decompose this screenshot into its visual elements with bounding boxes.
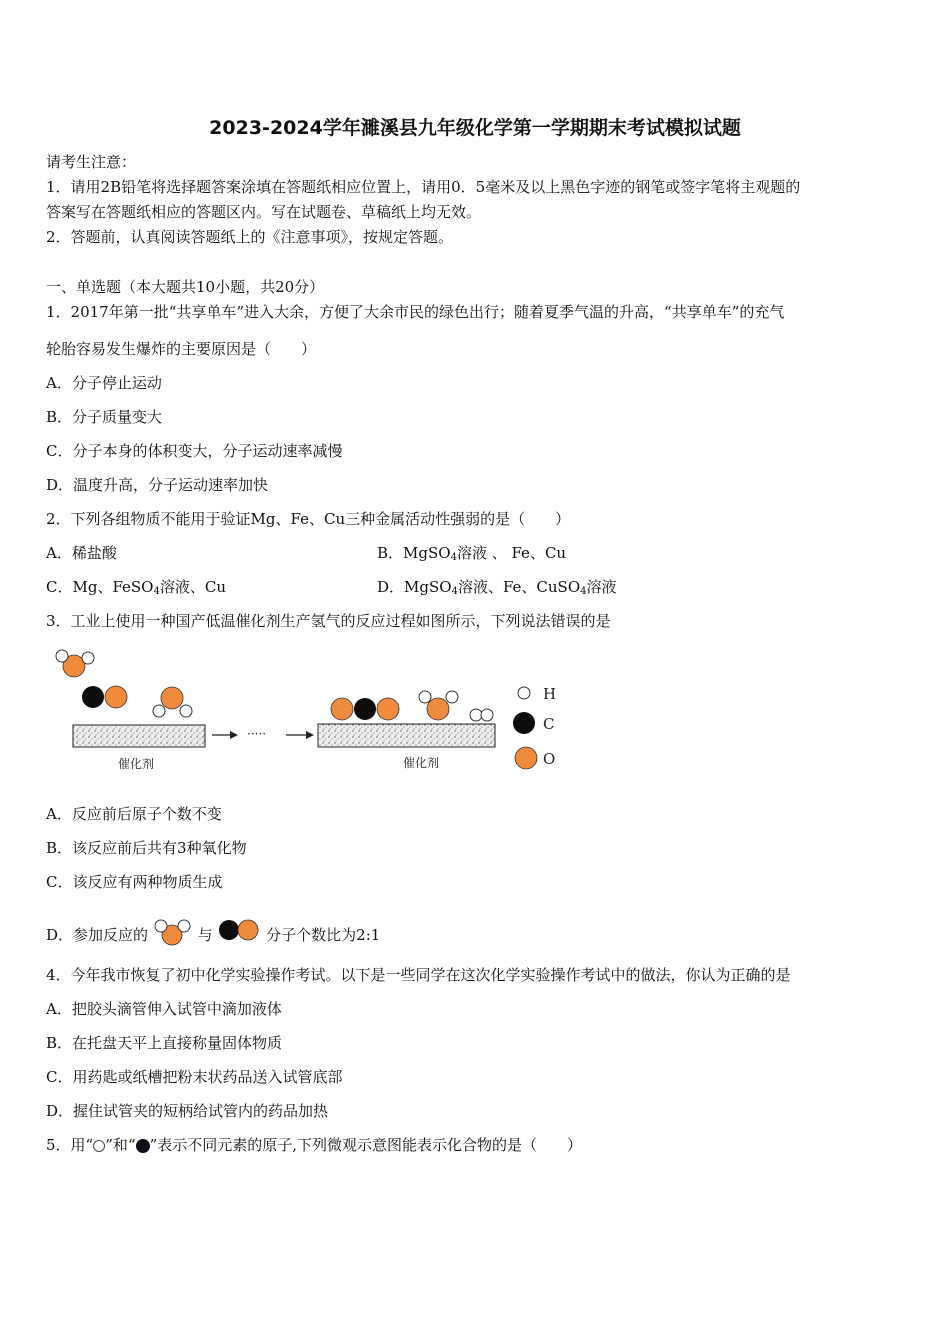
co2-molecule: [331, 698, 399, 720]
page-title: 2023-2024学年濉溪县九年级化学第一学期期末考试模拟试题: [209, 117, 741, 139]
notice-line-2: 答案写在答题纸相应的答题区内。写在试题卷、草稿纸上均无效。: [46, 203, 482, 221]
black-atom-icon: [136, 1139, 150, 1153]
q3-option-d: D．参加反应的 与 分子个数比为2:1: [46, 918, 380, 948]
q1-option-b: B．分子质量变大: [46, 408, 163, 426]
notice-heading: 请考生注意：: [46, 153, 137, 171]
q1-stem-line-1: 1．2017年第一批“共享单车”进入大余，方便了大余市民的绿色出行；随着夏季气温的升高，“共享单车”的充气: [46, 303, 785, 321]
legend-c: C: [543, 715, 555, 733]
q3-reaction-figure: [40, 640, 580, 785]
catalyst-label-right: 催化剂: [403, 756, 440, 770]
water-molecule-right: [419, 691, 458, 720]
q3-option-a: A．反应前后原子个数不变: [46, 805, 222, 823]
catalyst-block-left: [73, 725, 205, 747]
q2-option-d: D．MgSO$_4$溶液、Fe、CuSO$_4$溶液: [377, 578, 617, 597]
q3-option-b: B．该反应前后共有3种氧化物: [46, 839, 247, 857]
q4-option-a: A．把胶头滴管伸入试管中滴加液体: [46, 1000, 282, 1018]
q1-option-c: C．分子本身的体积变大，分子运动速率减慢: [46, 442, 343, 460]
q2-option-b: B．MgSO$_4$溶液 、 Fe、Cu: [377, 544, 567, 563]
catalyst-label-left: 催化剂: [118, 757, 155, 771]
q2-option-a: A．稀盐酸: [46, 544, 117, 562]
water-molecule-icon: [153, 918, 193, 948]
atom-legend: [513, 685, 556, 769]
q4-option-d: D．握住试管夹的短柄给试管内的药品加热: [46, 1102, 329, 1120]
h2-molecule: [470, 709, 493, 721]
q3-stem: 3．工业上使用一种国产低温催化剂生产氢气的反应过程如图所示，下列说法错误的是: [46, 612, 611, 630]
q5-stem: 5．用“ ”和“ ”表示不同元素的原子,下列微观示意图能表示化合物的是（ ）: [46, 1136, 583, 1154]
legend-o: O: [543, 750, 556, 768]
catalyst-block-right: [318, 724, 495, 747]
section-heading: 一、单选题（本大题共10小题，共20分）: [46, 278, 325, 296]
legend-h: H: [543, 685, 557, 703]
water-molecule-adsorbed: [153, 687, 192, 717]
water-molecule-top: [56, 650, 94, 677]
svg-text:·····: ·····: [247, 727, 267, 741]
q1-option-d: D．温度升高，分子运动速率加快: [46, 476, 269, 494]
notice-line-1: 1．请用2B铅笔将选择题答案涂填在答题纸相应位置上，请用0．5毫米及以上黑色字迹的钢笔或签字笔将主观题的: [46, 178, 801, 196]
co-molecule-icon: [217, 918, 261, 944]
q4-option-b: B．在托盘天平上直接称量固体物质: [46, 1034, 283, 1052]
q3-option-c: C．该反应有两种物质生成: [46, 873, 223, 891]
reaction-arrow: [212, 727, 314, 741]
q2-option-c: C．Mg、FeSO$_4$溶液、Cu: [46, 578, 226, 597]
q4-option-c: C．用药匙或纸槽把粉末状药品送入试管底部: [46, 1068, 343, 1086]
notice-line-3: 2．答题前，认真阅读答题纸上的《注意事项》，按规定答题。: [46, 228, 454, 246]
q4-stem: 4．今年我市恢复了初中化学实验操作考试。以下是一些同学在这次化学实验操作考试中的做法，你认为正确的是: [46, 966, 791, 984]
q2-stem: 2．下列各组物质不能用于验证Mg、Fe、Cu三种金属活动性强弱的是（ ）: [46, 510, 571, 528]
q1-option-a: A．分子停止运动: [46, 374, 162, 392]
q1-stem-line-2: 轮胎容易发生爆炸的主要原因是（ ）: [46, 340, 317, 358]
white-atom-icon: [93, 1140, 105, 1152]
co-molecule-left: [82, 686, 127, 708]
